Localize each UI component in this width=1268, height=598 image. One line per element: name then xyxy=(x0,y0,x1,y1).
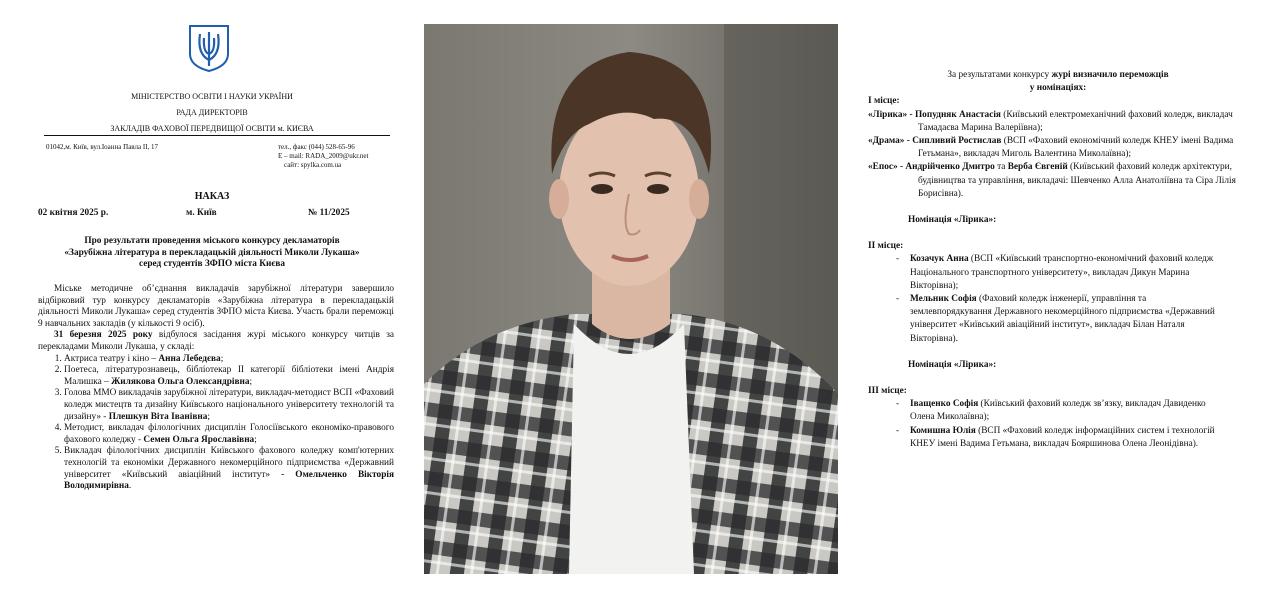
site: сайт: spylka.com.ua xyxy=(284,161,342,169)
jury-role: Методист, викладач філологічних дисциплін Голосіївського економіко-правового фахового коледжу - xyxy=(64,423,394,445)
title-line: «Зарубіжна література в перекладацькій діяльності Миколи Лукаша» xyxy=(64,247,360,258)
doc-city: м. Київ xyxy=(186,208,217,218)
jury-role: Викладач філологічних дисциплін Київського фахового коледжу комп'ютерних технологій та економіки Державного некомерційного підприємства «Державний університет «Київський авіаційний інститут» xyxy=(64,446,394,480)
jury-tail: . xyxy=(128,481,132,492)
jury-name: Анна Лебедєва xyxy=(158,353,221,364)
third-place-heading: ІІІ місце: xyxy=(868,386,907,397)
header-divider xyxy=(44,135,390,136)
winner-details: (ВСП «Київський транспортно-економічний фаховий коледж Національного транспортного університету», викладач Дикун Марина Вікторівна); xyxy=(910,254,1214,291)
student-portrait-photo xyxy=(424,24,838,574)
winner-details: (Київський електромеханічний фаховий коледж, викладач Тамадаєва Марина Валеріївна); xyxy=(918,109,1233,133)
winner-details: (ВСП «Фаховий коледж інформаційних систем і технологій КНЕУ імені Вадима Гетьмана, викладач Бояршинова Олена Леонідівна). xyxy=(910,425,1215,449)
jury-role: Голова ММО викладачів зарубіжної літератури, викладач-методист ВСП «Фаховий коледж мистецтв та дизайну Київського національного університету технологій та дизайну» - xyxy=(64,388,394,422)
winner-item xyxy=(896,253,1226,293)
jury-member xyxy=(64,388,394,423)
jury-tail: ; xyxy=(220,353,224,364)
jury-name: - Омельченко Вікторія Володимирівна xyxy=(64,469,394,492)
title-line: серед студентів ЗФПО міста Києва xyxy=(138,259,286,270)
results-document xyxy=(838,0,1268,598)
nomination-heading: Номінація «Лірика»: xyxy=(908,215,997,226)
winner-drama xyxy=(868,135,1248,161)
nomination: «Епос» - xyxy=(868,162,906,173)
paragraph-meeting xyxy=(38,330,394,353)
winner-name: Мельник Софія xyxy=(910,294,977,305)
winner-item xyxy=(896,293,1226,346)
decree-document xyxy=(0,0,424,598)
third-place-list xyxy=(868,398,1216,451)
results-intro xyxy=(868,69,1248,82)
winner-name: Андрійченко Дмитро xyxy=(905,162,995,173)
winner-item xyxy=(896,398,1216,424)
jury-name: Жилякова Ольга Олександрівна xyxy=(111,376,250,387)
nomination: «Лірика» - xyxy=(868,109,915,120)
jury-member xyxy=(64,365,394,388)
winner-name: Верба Євгеній xyxy=(1007,162,1068,173)
jury-member xyxy=(64,446,394,492)
decree-title xyxy=(20,236,404,271)
second-place-list xyxy=(868,253,1226,345)
winner-details: (Київський фаховий коледж архітектури, будівництва та управління, викладачі: Шевченко Алла Анатоліївна та Сіра Лілія Борисівна). xyxy=(918,162,1236,199)
results-body xyxy=(868,69,1248,451)
ministry-name: МІНІСТЕРСТВО ОСВІТИ І НАУКИ УКРАЇНИ xyxy=(131,92,293,101)
address: 01042,м. Київ, вул.Іоанна Павла ІІ, 17 xyxy=(46,143,159,151)
winner-name: Сипливий Ростислав xyxy=(912,136,1002,147)
winner-epic xyxy=(868,161,1248,201)
institutions-name: ЗАКЛАДІВ ФАХОВОЇ ПЕРЕДВИЩОЇ ОСВІТИ м. КИЄВА xyxy=(110,124,314,133)
second-place-heading: ІІ місце: xyxy=(868,241,904,252)
winner-details: (Фаховий коледж інженерії, управління та землевпорядкування Державного некомерційного підприємства «Державний університет «Київський авіаційний інститут», викладач Білан Наталя Вікторівна). xyxy=(910,294,1215,344)
nomination: «Драма» - xyxy=(868,136,913,147)
doc-date: 02 квітня 2025 р. xyxy=(38,208,109,218)
winner-name: Козачук Анна xyxy=(910,254,969,265)
winner-name: Попудняк Анастасія xyxy=(914,109,1001,120)
portrait-image xyxy=(424,24,838,574)
winner-name: Іващенко Софія xyxy=(910,399,979,410)
meeting-date: 31 березня 2025 року xyxy=(54,330,153,341)
winner-name: Комишна Юлія xyxy=(910,425,976,436)
trident-emblem-icon xyxy=(186,24,232,72)
winner-details: (ВСП «Фаховий економічний коледж КНЕУ імені Вадима Гетьмана», викладач Миголь Валентина Миколаївна); xyxy=(918,136,1234,160)
jury-tail: ; xyxy=(249,376,253,387)
winner-details: (Київський фаховий коледж зв’язку, викладач Давиденко Олена Миколаївна); xyxy=(910,399,1206,423)
winner-lyric xyxy=(868,109,1248,135)
doc-number: № 11/2025 xyxy=(308,208,350,218)
results-intro-2: у номінаціях: xyxy=(1029,83,1087,94)
first-place-heading: І місце: xyxy=(868,96,900,107)
meeting-text: відбулося засідання журі міського конкурсу читців за перекладами Миколи Лукаша, у складі: xyxy=(38,330,394,352)
jury-name: Семен Ольга Ярославівна xyxy=(143,434,255,445)
decree-body xyxy=(38,284,394,493)
phone: тел., факс (044) 528-65-96 xyxy=(278,143,355,151)
jury-tail: ; xyxy=(254,434,257,445)
jury-member xyxy=(64,423,394,446)
intro-bold: журі визначило переможців xyxy=(1051,70,1169,80)
paragraph-intro: Міське методичне об’єднання викладачів зарубіжної літератури завершило відбірковий тур конкурсу декламаторів «Зарубіжна література в перекладацькій діяльності Миколи Лукаша» серед студентів ЗФПО міста Києва. Участь брали переможці 9 навчальних закладів (у кількості 9 осіб). xyxy=(38,284,394,329)
jury-name: Плешкун Віта Іванівна xyxy=(108,411,208,422)
jury-member xyxy=(64,354,394,366)
council-name: РАДА ДИРЕКТОРІВ xyxy=(176,108,248,117)
jury-list xyxy=(38,354,394,493)
winner-and: та xyxy=(994,162,1008,173)
email: E – mail: RADA_2009@ukr.net xyxy=(278,152,369,160)
intro-text: За результатами конкурсу xyxy=(947,70,1052,80)
nomination-heading: Номінація «Лірика»: xyxy=(908,359,997,370)
doc-type: НАКАЗ xyxy=(194,191,230,202)
jury-tail: ; xyxy=(207,411,210,422)
jury-role: Поетеса, літературознавець, бібліотекар ІІ категорії бібліотеки імені Андрія Малишка – xyxy=(64,365,394,387)
jury-role: Актриса театру і кіно – xyxy=(64,353,159,364)
title-line: Про результати проведення міського конкурсу декламаторів xyxy=(84,236,340,246)
winner-item xyxy=(896,425,1216,451)
